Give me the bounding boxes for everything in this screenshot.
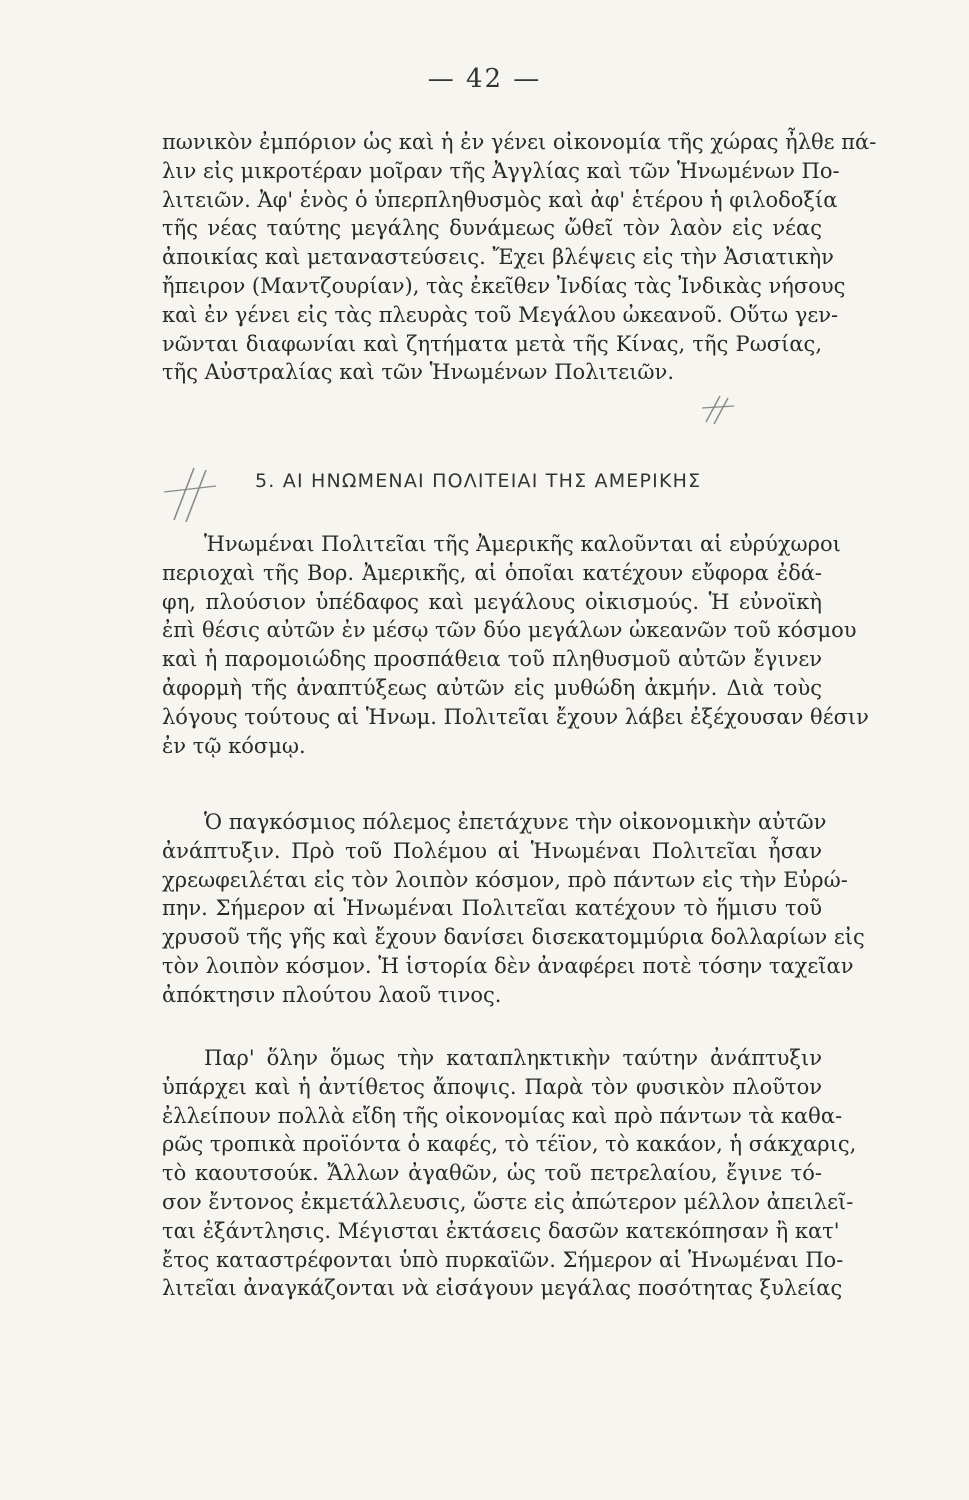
- text-line: ἐλλείπουν πολλὰ εἴδη τῆς οἰκονομίας καὶ πρὸ πάντων τὰ καθα-: [162, 1103, 843, 1128]
- text-line: ἀφορμὴ τῆς ἀναπτύξεως αὐτῶν εἰς μυθώδη ἀκμήν. Διὰ τοὺς: [162, 675, 822, 700]
- pencil-slash-mark: [160, 462, 220, 524]
- text-line: ὑπάρχει καὶ ἡ ἀντίθετος ἄποψις. Παρὰ τὸν φυσικὸν πλοῦτον: [162, 1074, 822, 1099]
- text-line: τὸ καουτσούκ. Ἄλλων ἀγαθῶν, ὡς τοῦ πετρελαίου, ἔγινε τό-: [162, 1161, 822, 1186]
- text-line: περιοχαὶ τῆς Βορ. Ἀμερικῆς, αἱ ὁποῖαι κατέχουν εὔφορα ἐδά-: [162, 560, 822, 585]
- text-line: λιν εἰς μικροτέραν μοῖραν τῆς Ἀγγλίας καὶ τῶν Ἡνωμένων Πο-: [162, 158, 840, 183]
- text-line: φη, πλούσιον ὑπέδαφος καὶ μεγάλους οἰκισμούς. Ἡ εὐνοϊκὴ: [162, 589, 822, 614]
- text-line: χρυσοῦ τῆς γῆς καὶ ἔχουν δανίσει δισεκατομμύρια δολλαρίων εἰς: [162, 925, 865, 950]
- text-line: ἔτος καταστρέφονται ὑπὸ πυρκαϊῶν. Σήμερον αἱ Ἡνωμέναι Πο-: [162, 1247, 844, 1272]
- section-heading: 5. ΑΙ ΗΝΩΜΕΝΑΙ ΠΟΛΙΤΕΙΑΙ ΤΗΣ ΑΜΕΡΙΚΗΣ: [255, 470, 702, 492]
- text-line: ἐπὶ θέσις αὐτῶν ἐν μέσῳ τῶν δύο μεγάλων ὠκεανῶν τοῦ κόσμου: [162, 618, 857, 643]
- text-line: Ἡνωμέναι Πολιτεῖαι τῆς Ἀμερικῆς καλοῦνται αἱ εὐρύχωροι: [204, 532, 841, 556]
- text-line: χρεωφειλέται εἰς τὸν λοιπὸν κόσμον, πρὸ πάντων εἰς τὴν Εὐρώ-: [162, 867, 848, 892]
- text-line: τὸν λοιπὸν κόσμον. Ἡ ἱστορία δὲν ἀναφέρει ποτὲ τόσην ταχεῖαν: [162, 953, 854, 978]
- text-line: ἀποικίας καὶ μεταναστεύσεις. Ἔχει βλέψεις εἰς τὴν Ἀσιατικὴν: [162, 245, 834, 270]
- text-line: ρῶς τροπικὰ προϊόντα ὁ καφές, τὸ τέϊον, τὸ κακάον, ἡ σάκχαρις,: [162, 1132, 857, 1157]
- text-line: Ὁ παγκόσμιος πόλεμος ἐπετάχυνε τὴν οἰκονομικὴν αὐτῶν: [204, 810, 827, 834]
- text-line: καὶ ἐν γένει εἰς τὰς πλευρὰς τοῦ Μεγάλου ὠκεανοῦ. Οὕτω γεν-: [162, 302, 839, 327]
- text-line: λιτειῶν. Ἀφ' ἑνὸς ὁ ὑπερπληθυσμὸς καὶ ἀφ' ἑτέρου ἡ φιλοδοξία: [162, 187, 838, 212]
- paragraph: [162, 1044, 857, 1303]
- paragraph: [162, 530, 869, 760]
- text-line: ἤπειρον (Μαντζουρίαν), τὰς ἐκεῖθεν Ἰνδίας τὰς Ἰνδικὰς νήσους: [162, 273, 846, 298]
- text-line: ἀπόκτησιν πλούτου λαοῦ τινος.: [162, 982, 502, 1007]
- paragraph: [162, 808, 865, 1010]
- text-line: τῆς νέας ταύτης μεγάλης δυνάμεως ὤθεῖ τὸν λαὸν εἰς νέας: [162, 216, 822, 241]
- text-line: Παρ' ὅλην ὅμως τὴν καταπληκτικὴν ταύτην ἀνάπτυξιν: [204, 1046, 822, 1070]
- pencil-slash-mark: [700, 392, 736, 428]
- text-line: ται ἐξάντλησις. Μέγισται ἐκτάσεις δασῶν κατεκόπησαν ἢ κατ': [162, 1218, 840, 1243]
- text-line: λιτεῖαι ἀναγκάζονται νὰ εἰσάγουν μεγάλας ποσότητας ξυλείας: [162, 1276, 843, 1301]
- text-line: καὶ ἡ παρομοιώδης προσπάθεια τοῦ πληθυσμοῦ αὐτῶν ἔγινεν: [162, 647, 822, 672]
- text-line: λόγους τούτους αἱ Ἡνωμ. Πολιτεῖαι ἔχουν λάβει ἐξέχουσαν θέσιν: [162, 704, 869, 729]
- text-line: πωνικὸν ἐμπόριον ὡς καὶ ἡ ἐν γένει οἰκονομία τῆς χώρας ἦλθε πά-: [162, 130, 877, 154]
- text-line: νῶνται διαφωνίαι καὶ ζητήματα μετὰ τῆς Κίνας, τῆς Ρωσίας,: [162, 331, 822, 356]
- text-line: σον ἔντονος ἐκμετάλλευσις, ὥστε εἰς ἀπώτερον μέλλον ἀπειλεῖ-: [162, 1189, 854, 1214]
- text-line: ἐν τῷ κόσμῳ.: [162, 733, 306, 758]
- text-line: ἀνάπτυξιν. Πρὸ τοῦ Πολέμου αἱ Ἡνωμέναι Πολιτεῖαι ἦσαν: [162, 838, 822, 863]
- text-line: πην. Σήμερον αἱ Ἡνωμέναι Πολιτεῖαι κατέχουν τὸ ἥμισυ τοῦ: [162, 896, 822, 921]
- text-line: τῆς Αὐστραλίας καὶ τῶν Ἡνωμένων Πολιτειῶν.: [162, 360, 674, 385]
- paragraph-continuation: [162, 128, 877, 387]
- page-number: — 42 —: [427, 64, 542, 94]
